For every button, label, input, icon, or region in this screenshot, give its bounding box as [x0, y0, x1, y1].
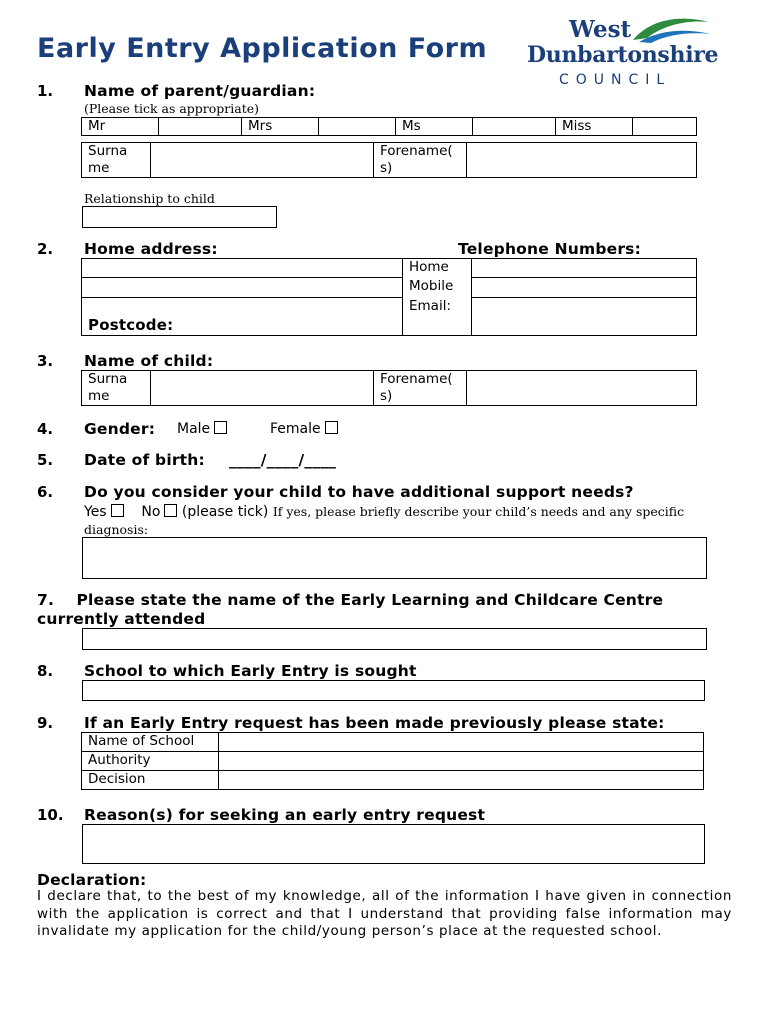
section-5-heading: Date of birth: — [84, 451, 205, 469]
child-surname-label: Surna me — [82, 371, 151, 406]
postcode-label: Postcode: — [88, 316, 174, 334]
email-label: Email: — [403, 298, 472, 336]
relationship-field[interactable] — [82, 206, 277, 228]
section-7-heading-a: Please state the name of the Early Learning and Childcare Centre — [76, 591, 664, 609]
title-mr: Mr — [82, 118, 159, 136]
logo-council: COUNCIL — [559, 72, 672, 88]
prev-school-field[interactable] — [219, 733, 704, 752]
section-8-heading: School to which Early Entry is sought — [84, 662, 417, 680]
yes-label: Yes — [84, 504, 107, 520]
prev-school-label: Name of School — [82, 733, 219, 752]
child-forename-label: Forename( s) — [374, 371, 467, 406]
parent-forename-label: Forename( s) — [374, 143, 467, 178]
section-10-heading: Reason(s) for seeking an early entry request — [84, 806, 486, 824]
support-needs-field[interactable] — [82, 537, 707, 579]
dob-field[interactable]: ____/____/____ — [229, 451, 337, 469]
section-5-number: 5. — [37, 451, 54, 469]
section-7-number: 7. — [37, 591, 55, 609]
prev-decision-field[interactable] — [219, 771, 704, 790]
male-label: Male — [177, 421, 211, 437]
tick-instruction: (please tick) — [181, 504, 269, 520]
child-name-table — [81, 370, 697, 406]
centre-attended-field[interactable] — [82, 628, 707, 650]
title-ms-tick[interactable] — [473, 118, 556, 136]
section-9-heading: If an Early Entry request has been made previously please state: — [84, 714, 665, 732]
section-2-number: 2. — [37, 240, 54, 258]
council-logo — [525, 14, 719, 94]
reasons-field[interactable] — [82, 824, 705, 864]
prev-decision-label: Decision — [82, 771, 219, 790]
home-label: Home — [403, 259, 472, 278]
section-1-number: 1. — [37, 82, 54, 100]
home-phone-field[interactable] — [472, 259, 697, 278]
mobile-label: Mobile — [403, 278, 472, 298]
section-10-number: 10. — [37, 806, 64, 824]
male-checkbox[interactable] — [214, 421, 227, 434]
relationship-label: Relationship to child — [84, 191, 215, 206]
previous-request-table — [81, 732, 704, 790]
section-6-heading: Do you consider your child to have additional support needs? — [84, 483, 634, 501]
logo-dunbartonshire: Dunbartonshire — [527, 42, 719, 68]
child-surname-field[interactable] — [151, 371, 374, 406]
section-2-heading: Home address: — [84, 240, 218, 258]
section-8-number: 8. — [37, 662, 54, 680]
female-label: Female — [270, 421, 321, 437]
prev-authority-field[interactable] — [219, 752, 704, 771]
title-mr-tick[interactable] — [159, 118, 242, 136]
address-table — [81, 258, 697, 336]
female-checkbox[interactable] — [325, 421, 338, 434]
page-title: Early Entry Application Form — [37, 33, 488, 64]
telephone-heading: Telephone Numbers: — [458, 240, 642, 258]
gender-male — [177, 421, 227, 437]
declaration-text: I declare that, to the best of my knowledge, all of the information I have given in connection with the application is correct and that I understand that providing false information may invalidate my application for the child/young person’s place at the requested school. — [37, 888, 732, 939]
logo-west: West — [569, 16, 632, 43]
swoosh-icon — [629, 14, 713, 44]
support-note: If yes, please briefly describe your child’s needs and any specific diagnosis: — [84, 504, 685, 537]
parent-surname-label: Surna me — [82, 143, 151, 178]
parent-name-table — [81, 142, 697, 178]
section-7-heading-b: currently attended — [37, 610, 206, 628]
section-3-number: 3. — [37, 352, 54, 370]
title-mrs: Mrs — [242, 118, 319, 136]
section-4-heading: Gender: — [84, 420, 156, 438]
section-4-number: 4. — [37, 420, 54, 438]
school-sought-field[interactable] — [82, 680, 705, 701]
parent-forename-field[interactable] — [467, 143, 697, 178]
email-field[interactable] — [472, 298, 697, 336]
title-ms: Ms — [396, 118, 473, 136]
no-label: No — [141, 504, 161, 520]
title-mrs-tick[interactable] — [319, 118, 396, 136]
declaration-heading: Declaration: — [37, 871, 147, 889]
prev-authority-label: Authority — [82, 752, 219, 771]
address-line-1[interactable] — [82, 259, 403, 278]
gender-female — [270, 421, 338, 437]
no-checkbox[interactable] — [164, 504, 177, 517]
parent-surname-field[interactable] — [151, 143, 374, 178]
address-line-2[interactable] — [82, 278, 403, 298]
child-forename-field[interactable] — [467, 371, 697, 406]
section-9-number: 9. — [37, 714, 54, 732]
title-miss-tick[interactable] — [633, 118, 697, 136]
support-needs-line — [84, 503, 704, 539]
mobile-phone-field[interactable] — [472, 278, 697, 298]
title-miss: Miss — [556, 118, 633, 136]
section-1-heading: Name of parent/guardian: — [84, 82, 316, 100]
yes-checkbox[interactable] — [111, 504, 124, 517]
tick-note: (Please tick as appropriate) — [84, 101, 260, 116]
title-table — [81, 117, 697, 136]
section-7-heading — [37, 591, 737, 629]
postcode-cell[interactable] — [82, 298, 403, 336]
section-6-number: 6. — [37, 483, 54, 501]
section-3-heading: Name of child: — [84, 352, 214, 370]
